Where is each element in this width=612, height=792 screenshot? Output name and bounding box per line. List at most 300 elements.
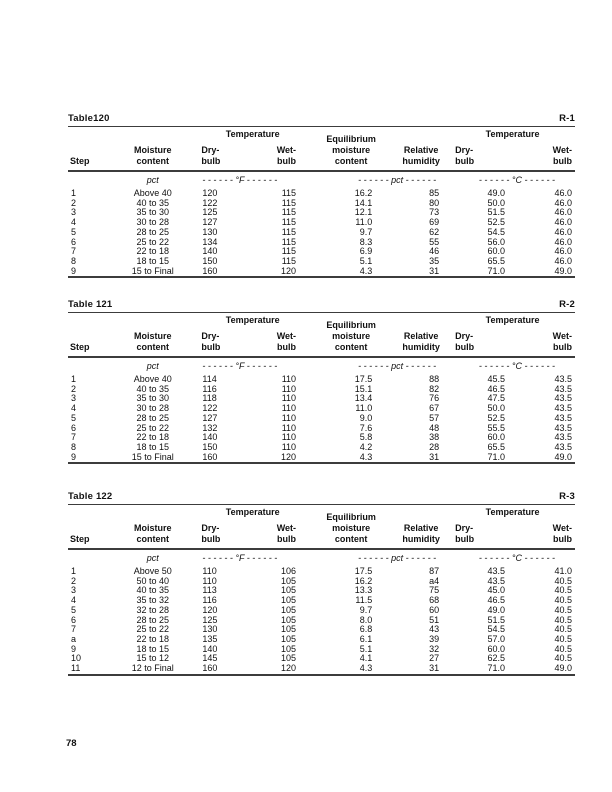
table-cell: 7 [71, 246, 77, 257]
units-fahrenheit-label: - - - - - - °F - - - - - - [195, 357, 310, 375]
table-cell: 65.5 [487, 441, 506, 452]
table-cell: 27 [429, 653, 440, 664]
table-cell: 22 to 18 [136, 432, 169, 443]
table-cell: 5.8 [359, 432, 373, 443]
table-cell: 4.3 [359, 663, 373, 674]
table-cell: 32 to 28 [136, 604, 169, 615]
table-cell: 80 [429, 197, 440, 208]
table-cell: 32 [429, 643, 440, 654]
col-dry-bulb-c: Dry- bulb [455, 331, 475, 352]
drying-schedule-table [68, 504, 575, 676]
col-step: Step [70, 342, 90, 352]
table-cell: 120 [202, 188, 218, 198]
table-cell: 18 to 15 [136, 441, 169, 452]
table-cell: 6.9 [359, 246, 373, 257]
group-temperature-c: Temperature [485, 315, 540, 325]
group-temperature-c: Temperature [485, 507, 540, 517]
table-cell: 16.2 [354, 575, 373, 586]
col-relative-humidity: Relative humidity [402, 331, 440, 352]
table-cell: a [71, 633, 77, 644]
col-wet-bulb-f: Wet- bulb [276, 145, 297, 166]
table-cell: 67 [429, 403, 440, 414]
table-cell: 1 [71, 374, 77, 384]
table-row [68, 453, 575, 464]
col-equilibrium-moisture: Equilibrium moisture content [326, 512, 376, 544]
table-cell: 105 [281, 653, 297, 664]
table-title: Table 121 [68, 299, 113, 310]
col-wet-bulb-c: Wet- bulb [552, 145, 572, 166]
table-cell: 110 [281, 441, 297, 452]
table-cell: 43.5 [554, 412, 572, 423]
units-celsius-label: - - - - - - °C - - - - - - [450, 357, 575, 375]
table-cell: 11.5 [355, 595, 373, 606]
units-pct-dashes-label: - - - - - - pct - - - - - - [310, 357, 450, 375]
table-cell: 46.0 [554, 197, 572, 208]
col-wet-bulb-f: Wet- bulb [276, 523, 297, 544]
table-cell: 43 [429, 624, 440, 635]
units-row [68, 357, 575, 375]
table-cell: 51.5 [487, 207, 506, 218]
col-dry-bulb-c: Dry- bulb [455, 145, 475, 166]
table-cell: 46.0 [554, 236, 572, 247]
table-cell: 25 to 22 [136, 624, 169, 635]
table-cell: 6.1 [359, 633, 373, 644]
units-row [68, 171, 575, 189]
table-cell: 40.5 [554, 575, 572, 586]
table-cell: 105 [281, 624, 297, 635]
table-header [68, 505, 575, 550]
table-cell: 31 [429, 451, 440, 462]
table-cell: 43.5 [487, 575, 506, 586]
table-cell: 110 [281, 374, 297, 384]
table-cell: 35 to 30 [136, 393, 169, 404]
table-cell: 9.0 [359, 412, 373, 423]
table-cell: 3 [71, 585, 77, 596]
table-120-caption [68, 113, 575, 124]
table-cell: 40.5 [554, 624, 572, 635]
table-cell: 6 [71, 614, 77, 625]
table-cell: 140 [202, 432, 218, 443]
table-cell: 15 to Final [131, 265, 174, 276]
table-cell: 51.5 [487, 614, 506, 625]
table-cell: 35 to 32 [136, 595, 169, 606]
table-cell: 60.0 [487, 246, 506, 257]
col-equilibrium-moisture: Equilibrium moisture content [326, 134, 376, 166]
table-cell: 40.5 [554, 595, 572, 606]
table-cell: 134 [202, 236, 218, 247]
col-dry-bulb-c: Dry- bulb [455, 523, 475, 544]
table-cell: 3 [71, 393, 77, 404]
table-cell: 150 [202, 255, 218, 266]
table-cell: 46 [429, 246, 440, 257]
table-cell: 4.3 [359, 265, 373, 276]
table-cell: 115 [281, 226, 297, 237]
table-121-caption [68, 299, 575, 310]
table-cell: 15.1 [354, 383, 373, 394]
table-cell: 48 [429, 422, 440, 433]
table-cell: 6 [71, 422, 77, 433]
table-cell: 41.0 [554, 566, 572, 576]
table-cell: 46.0 [554, 226, 572, 237]
table-cell: 16.2 [354, 188, 373, 198]
table-cell: 7 [71, 624, 77, 635]
table-cell: 140 [202, 643, 218, 654]
table-cell: 49.0 [487, 188, 506, 198]
table-cell: 125 [202, 207, 218, 218]
col-equilibrium-moisture: Equilibrium moisture content [326, 320, 376, 352]
table-122-section [68, 491, 575, 676]
table-cell: 122 [202, 403, 218, 414]
table-cell: 8 [71, 441, 77, 452]
table-header [68, 313, 575, 358]
table-cell: 39 [429, 633, 440, 644]
table-cell: 30 to 28 [136, 403, 169, 414]
table-cell: 140 [202, 246, 218, 257]
table-cell: 4 [71, 217, 77, 228]
table-cell: 18 to 15 [136, 255, 169, 266]
col-dry-bulb-f: Dry- bulb [201, 523, 221, 544]
table-cell: 7 [71, 432, 77, 443]
table-cell: 115 [281, 197, 297, 208]
table-cell: 75 [429, 585, 440, 596]
table-cell: 120 [281, 663, 297, 674]
table-cell: 35 to 30 [136, 207, 169, 218]
table-cell: 46.0 [554, 207, 572, 218]
table-cell: 47.5 [487, 393, 506, 404]
table-cell: 28 to 25 [136, 226, 169, 237]
table-cell: 49.0 [554, 451, 572, 462]
table-cell: Above 40 [133, 188, 172, 198]
units-row [68, 549, 575, 567]
table-cell: 120 [281, 265, 297, 276]
table-cell: 113 [202, 585, 217, 596]
table-cell: 18 to 15 [136, 643, 169, 654]
table-cell: 9 [71, 265, 77, 276]
table-cell: 7.6 [359, 422, 373, 433]
table-cell: 160 [202, 663, 218, 674]
table-cell: 46.0 [554, 255, 572, 266]
table-cell: 71.0 [487, 451, 506, 462]
table-cell: 71.0 [487, 265, 506, 276]
table-cell: 145 [202, 653, 218, 664]
col-dry-bulb-f: Dry- bulb [201, 145, 221, 166]
table-cell: 110 [281, 383, 297, 394]
table-cell: 45.0 [487, 585, 506, 596]
table-cell: 127 [202, 217, 218, 228]
table-cell: 40 to 35 [136, 585, 169, 596]
table-cell: 14.1 [354, 197, 373, 208]
table-cell: 120 [202, 604, 218, 615]
units-pct-label: pct [110, 171, 195, 189]
table-cell: 8.0 [359, 614, 373, 625]
table-cell: Above 40 [133, 374, 172, 384]
table-cell: 46.0 [554, 246, 572, 257]
table-cell: 35 [429, 255, 440, 266]
table-cell: 28 to 25 [136, 614, 169, 625]
table-cell: 52.5 [487, 412, 506, 423]
units-celsius-label: - - - - - - °C - - - - - - [450, 549, 575, 567]
col-wet-bulb-f: Wet- bulb [276, 331, 297, 352]
group-temperature-c: Temperature [485, 129, 540, 139]
table-cell: 105 [281, 575, 297, 586]
table-cell: 10 [71, 653, 82, 664]
units-fahrenheit-label: - - - - - - °F - - - - - - [195, 171, 310, 189]
table-cell: 43.5 [554, 383, 572, 394]
table-cell: 4.2 [359, 441, 373, 452]
col-wet-bulb-c: Wet- bulb [552, 331, 572, 352]
table-cell: 110 [202, 575, 217, 586]
table-cell: 55 [429, 236, 440, 247]
drying-schedule-table [68, 126, 575, 278]
table-title: Table120 [68, 113, 110, 124]
table-header [68, 127, 575, 172]
table-cell: 115 [281, 236, 297, 247]
units-pct-dashes-label: - - - - - - pct - - - - - - [310, 171, 450, 189]
table-cell: 5.1 [359, 255, 373, 266]
table-cell: 12.1 [354, 207, 373, 218]
table-cell: 4.1 [359, 653, 373, 664]
table-cell: 110 [281, 403, 297, 414]
table-cell: 4 [71, 403, 77, 414]
table-cell: 8 [71, 255, 77, 266]
table-cell: 28 to 25 [136, 412, 169, 423]
table-cell: 22 to 18 [136, 246, 169, 257]
table-cell: 62 [429, 226, 440, 237]
table-cell: 71.0 [487, 663, 506, 674]
table-cell: 150 [202, 441, 218, 452]
table-cell: 120 [281, 451, 297, 462]
table-cell: 9.7 [359, 604, 373, 615]
table-cell: 6.8 [359, 624, 373, 635]
table-cell: 43.5 [554, 403, 572, 414]
units-spacer [68, 357, 110, 375]
table-cell: 28 [429, 441, 440, 452]
table-cell: 115 [281, 217, 297, 228]
table-cell: 57.0 [487, 633, 506, 644]
table-cell: 43.5 [554, 374, 572, 384]
units-spacer [68, 549, 110, 567]
table-cell: 2 [71, 197, 77, 208]
table-cell: 46.0 [554, 188, 572, 198]
table-cell: 57 [429, 412, 440, 423]
table-cell: 9 [71, 451, 77, 462]
table-cell: 125 [202, 614, 218, 625]
col-step: Step [70, 534, 90, 544]
table-cell: 60.0 [487, 432, 506, 443]
group-temperature-f: Temperature [225, 315, 280, 325]
table-cell: 11.0 [355, 217, 373, 228]
table-title: Table 122 [68, 491, 113, 502]
table-cell: 130 [202, 624, 218, 635]
col-moisture-content: Moisture content [133, 331, 172, 352]
table-cell: 40.5 [554, 614, 572, 625]
table-cell: 76 [429, 393, 440, 404]
table-cell: 56.0 [487, 236, 506, 247]
table-cell: 3 [71, 207, 77, 218]
table-cell: 17.5 [354, 566, 373, 576]
table-cell: 13.4 [354, 393, 373, 404]
table-revision-tag: R-2 [559, 299, 575, 310]
table-cell: 160 [202, 451, 218, 462]
table-cell: 40 to 35 [136, 383, 169, 394]
table-120-section [68, 113, 575, 278]
table-cell: 9.7 [359, 226, 373, 237]
table-body [68, 567, 575, 675]
table-cell: 43.5 [554, 432, 572, 443]
table-cell: 73 [429, 207, 440, 218]
table-cell: 110 [281, 393, 297, 404]
table-cell: 5 [71, 226, 77, 237]
table-cell: 122 [202, 197, 218, 208]
table-cell: 105 [281, 604, 297, 615]
table-cell: 115 [281, 255, 297, 266]
table-cell: 8.3 [359, 236, 373, 247]
table-cell: 132 [202, 422, 218, 433]
table-cell: 2 [71, 383, 77, 394]
col-moisture-content: Moisture content [133, 145, 172, 166]
table-cell: 46.0 [554, 217, 572, 228]
table-cell: 12 to Final [131, 663, 174, 674]
table-revision-tag: R-1 [559, 113, 575, 124]
table-cell: 43.5 [554, 393, 572, 404]
units-pct-label: pct [110, 357, 195, 375]
table-cell: 106 [281, 566, 297, 576]
table-row [68, 267, 575, 278]
table-cell: 88 [429, 374, 440, 384]
table-cell: 130 [202, 226, 218, 237]
table-cell: 13.3 [354, 585, 373, 596]
table-122-caption [68, 491, 575, 502]
table-cell: 40.5 [554, 585, 572, 596]
table-cell: 4 [71, 595, 77, 606]
table-cell: 110 [281, 422, 297, 433]
table-cell: 43.5 [487, 566, 506, 576]
col-dry-bulb-f: Dry- bulb [201, 331, 221, 352]
col-relative-humidity: Relative humidity [402, 523, 440, 544]
page-number: 78 [66, 738, 77, 749]
table-cell: a4 [429, 575, 440, 586]
group-temperature-f: Temperature [225, 507, 280, 517]
table-cell: 54.5 [487, 226, 506, 237]
table-cell: 51 [429, 614, 440, 625]
table-body [68, 375, 575, 463]
table-cell: 6 [71, 236, 77, 247]
table-cell: 62.5 [487, 653, 506, 664]
group-temperature-f: Temperature [225, 129, 280, 139]
table-cell: 25 to 22 [136, 422, 169, 433]
units-pct-dashes-label: - - - - - - pct - - - - - - [310, 549, 450, 567]
units-spacer [68, 171, 110, 189]
drying-schedule-table [68, 312, 575, 464]
table-cell: 52.5 [487, 217, 506, 228]
table-cell: 5.1 [359, 643, 373, 654]
table-cell: 4.3 [359, 451, 373, 462]
table-cell: 135 [202, 633, 218, 644]
table-cell: 115 [281, 246, 297, 257]
table-cell: 127 [202, 412, 218, 423]
table-cell: 40.5 [554, 633, 572, 644]
table-cell: 1 [71, 188, 77, 198]
table-cell: 49.0 [487, 604, 506, 615]
table-cell: 50.0 [487, 403, 506, 414]
table-cell: 54.5 [487, 624, 506, 635]
table-cell: 40.5 [554, 643, 572, 654]
table-cell: 160 [202, 265, 218, 276]
table-cell: 110 [281, 432, 297, 443]
table-cell: 110 [281, 412, 297, 423]
table-cell: 5 [71, 604, 77, 615]
col-step: Step [70, 156, 90, 166]
table-cell: 69 [429, 217, 440, 228]
table-cell: 114 [202, 374, 217, 384]
table-cell: 38 [429, 432, 440, 443]
table-cell: 118 [202, 393, 217, 404]
units-celsius-label: - - - - - - °C - - - - - - [450, 171, 575, 189]
table-cell: 43.5 [554, 422, 572, 433]
table-cell: 9 [71, 643, 77, 654]
table-cell: 46.5 [487, 383, 506, 394]
table-cell: 55.5 [487, 422, 506, 433]
table-cell: 105 [281, 614, 297, 625]
table-cell: 87 [429, 566, 440, 576]
table-cell: 46.5 [487, 595, 506, 606]
table-cell: 115 [281, 207, 297, 218]
table-cell: 116 [202, 595, 217, 606]
units-fahrenheit-label: - - - - - - °F - - - - - - [195, 549, 310, 567]
col-wet-bulb-c: Wet- bulb [552, 523, 572, 544]
table-cell: 40 to 35 [136, 197, 169, 208]
table-cell: 105 [281, 643, 297, 654]
table-cell: 22 to 18 [136, 633, 169, 644]
table-cell: 50 to 40 [136, 575, 169, 586]
table-cell: 60 [429, 604, 440, 615]
table-cell: 2 [71, 575, 77, 586]
col-moisture-content: Moisture content [133, 523, 172, 544]
table-cell: 11 [71, 663, 81, 674]
table-cell: 105 [281, 585, 297, 596]
table-cell: 82 [429, 383, 440, 394]
table-cell: 49.0 [554, 265, 572, 276]
table-cell: 50.0 [487, 197, 506, 208]
table-row [68, 664, 575, 675]
table-cell: 30 to 28 [136, 217, 169, 228]
table-cell: 85 [429, 188, 440, 198]
table-cell: 17.5 [354, 374, 373, 384]
table-body [68, 189, 575, 277]
table-revision-tag: R-3 [559, 491, 575, 502]
table-cell: 1 [71, 566, 77, 576]
table-121-section [68, 299, 575, 464]
table-cell: 31 [429, 663, 440, 674]
table-cell: 115 [281, 188, 297, 198]
table-cell: 49.0 [554, 663, 572, 674]
table-cell: 68 [429, 595, 440, 606]
table-cell: 25 to 22 [136, 236, 169, 247]
table-cell: 15 to 12 [136, 653, 169, 664]
table-cell: 65.5 [487, 255, 506, 266]
table-cell: 105 [281, 595, 297, 606]
table-cell: 31 [429, 265, 440, 276]
table-cell: 40.5 [554, 653, 572, 664]
table-cell: 105 [281, 633, 297, 644]
table-cell: 15 to Final [131, 451, 174, 462]
table-cell: 116 [202, 383, 217, 394]
units-pct-label: pct [110, 549, 195, 567]
table-cell: Above 50 [133, 566, 172, 576]
table-cell: 11.0 [355, 403, 373, 414]
table-cell: 45.5 [487, 374, 506, 384]
table-cell: 40.5 [554, 604, 572, 615]
